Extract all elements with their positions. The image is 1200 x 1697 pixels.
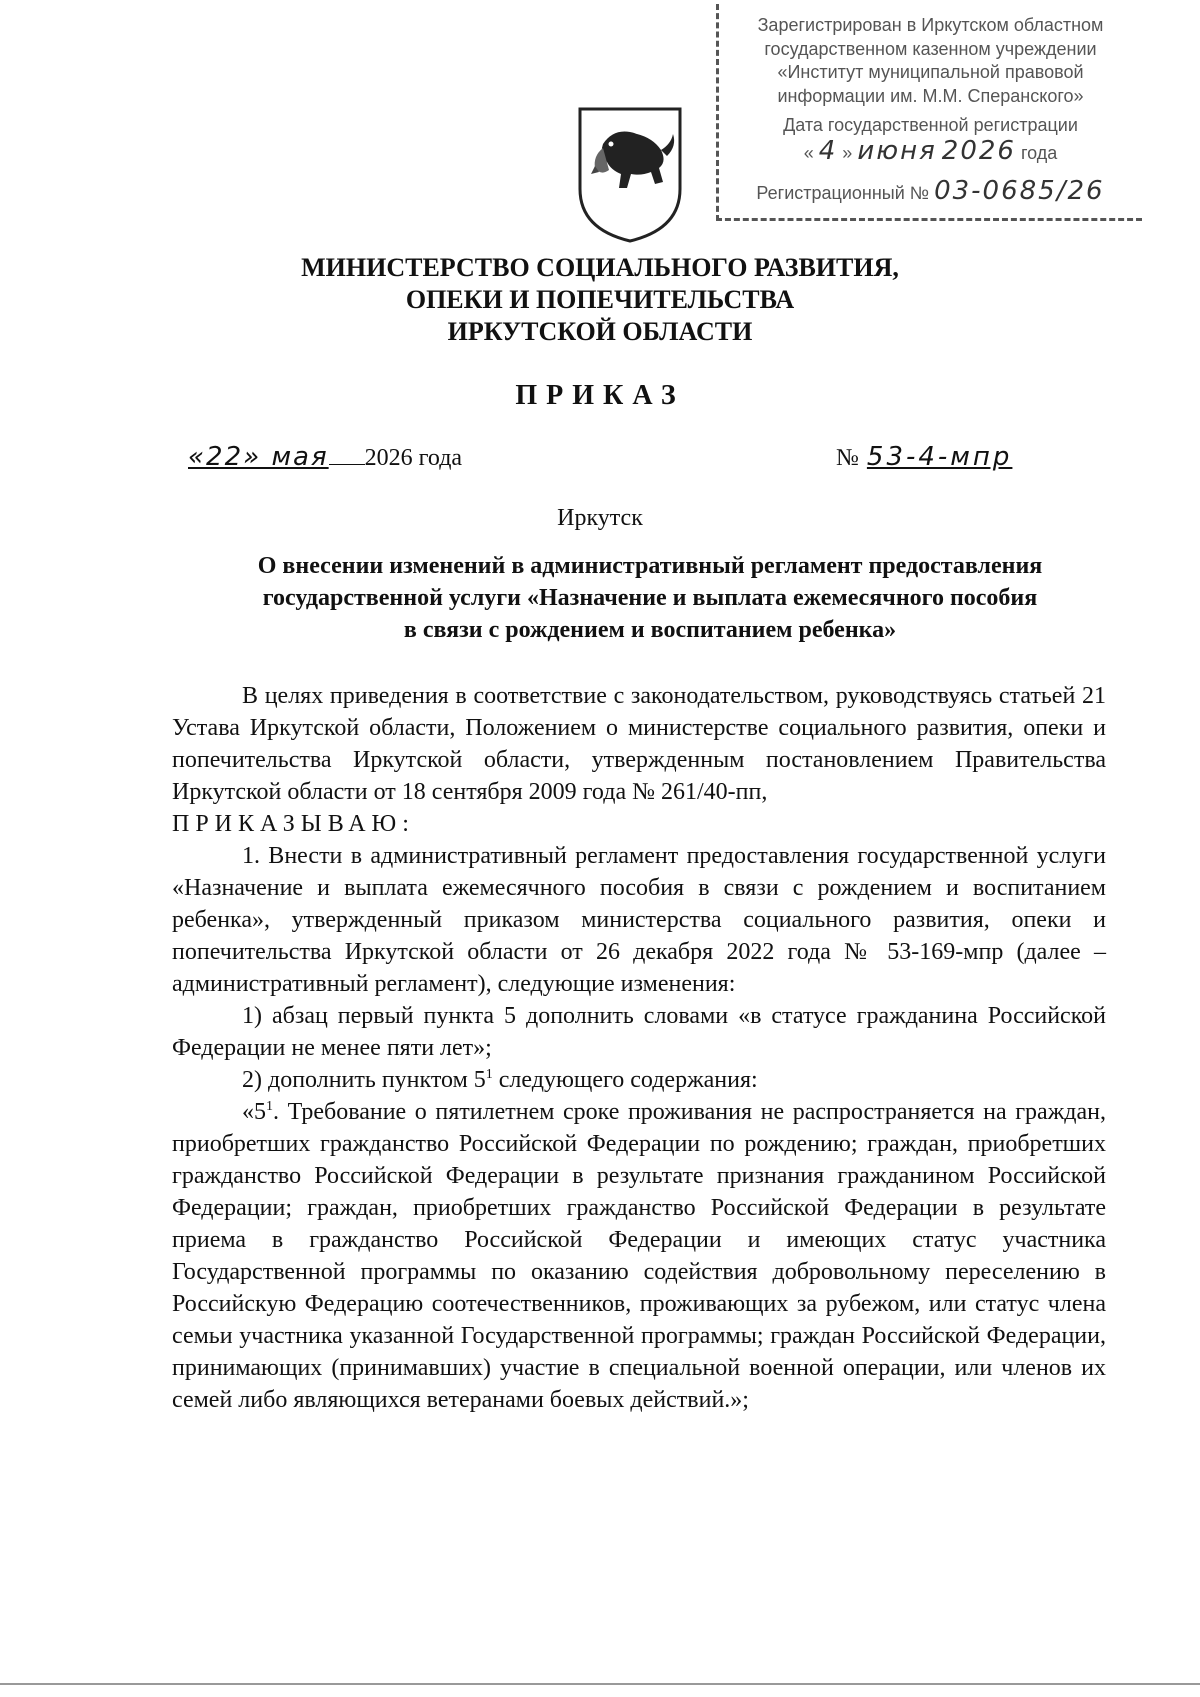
stamp-date-open: « (803, 143, 814, 163)
order-number (836, 442, 1012, 472)
document-body (172, 680, 1106, 1416)
stamp-registration-date (719, 136, 1142, 166)
ministry-line-3: ИРКУТСКОЙ ОБЛАСТИ (447, 317, 753, 346)
subject-line-2: государственной услуги «Назначение и выплата ежемесячного пособия (262, 585, 1038, 611)
coat-of-arms-emblem (575, 104, 685, 244)
subitem-2-text-pre: 2) дополнить пунктом 5 (242, 1067, 486, 1093)
ministry-line-1: МИНИСТЕРСТВО СОЦИАЛЬНОГО РАЗВИТИЯ, (301, 253, 899, 282)
ministry-line-2: ОПЕКИ И ПОПЕЧИТЕЛЬСТВА (405, 285, 795, 314)
stamp-reg-label: Регистрационный № (756, 183, 930, 203)
babr-figure-icon (591, 132, 674, 188)
preamble-paragraph: В целях приведения в соответствие с законодательством, руководствуясь статьей 21 Устава Иркутской области, Положением о министерстве социального развития, опеки и попечительства Иркутской области, утвержденным постановлением Правительства Иркутской области от 18 сентября 2009 года № 261/40-пп, (172, 683, 1106, 805)
stamp-line-1: Зарегистрирован в Иркутском областном (757, 15, 1104, 35)
subject-line-3: в связи с рождением и воспитанием ребенка» (403, 617, 897, 643)
stamp-date-suffix: года (1020, 143, 1058, 163)
page-bottom-divider (0, 1683, 1200, 1685)
order-number-label: № (836, 445, 859, 471)
subitem-2-superscript: 1 (485, 1067, 493, 1082)
stamp-line-3: «Институт муниципальной правовой (777, 62, 1084, 82)
order-number-handwritten: 53-4-мпр (866, 442, 1013, 472)
stamp-registration-number (719, 176, 1142, 206)
order-date (188, 442, 462, 472)
subitem-2-paragraph (172, 1064, 1106, 1096)
point-5-1-text-pre: «5 (242, 1099, 266, 1125)
stamp-line-5: Дата государственной регистрации (783, 115, 1078, 135)
stamp-line-2: государственном казенном учреждении (764, 38, 1097, 59)
item-1-paragraph: 1. Внести в административный регламент предоставления государственной услуги «Назначение и выплата ежемесячного пособия в связи с рождением и воспитанием ребенка», утвержденный приказом министерства социального развития, опеки и попечительства Иркутской области от 26 декабря 2022 года № 53-169-мпр (далее – административный регламент), следующие изменения: (172, 843, 1106, 997)
ministry-name (300, 252, 900, 348)
stamp-line-4: информации им. М.М. Сперанского» (777, 85, 1084, 106)
stamp-date-month: июня (857, 136, 937, 166)
stamp-reg-number: 03-0685/26 (934, 176, 1105, 206)
point-5-1-superscript: 1 (266, 1099, 273, 1114)
document-subject (170, 550, 1130, 646)
subitem-1-paragraph: 1) абзац первый пункта 5 дополнить словами «в статусе гражданина Российской Федерации не менее пяти лет»; (172, 1003, 1106, 1061)
subject-line-1: О внесении изменений в административный регламент предоставления (257, 553, 1043, 579)
order-date-year: 2026 года (364, 445, 463, 471)
city: Иркутск (557, 505, 643, 531)
order-date-handwritten: «22» мая (188, 442, 329, 472)
subitem-2-text-post: следующего содержания: (492, 1067, 758, 1093)
stamp-date-year: 2026 (941, 136, 1016, 166)
stamp-date-mid: » (842, 143, 853, 163)
stamp-date-day: 4 (818, 136, 838, 166)
orders-heading: ПРИКАЗЫВАЮ: (172, 811, 415, 837)
registration-stamp (716, 4, 1142, 221)
point-5-1-text-post: . Требование о пятилетнем сроке проживания не распространяется на граждан, приобретших гражданство Российской Федерации по рождению; граждан, приобретших гражданство Российской Федерации в результате признания гражданином Российской Федерации; граждан, приобретших гражданство Российской Федерации в результате приема в гражданство Российской Федерации и имеющих статус участника Государственной программы по оказанию содействия добровольному переселению в Российскую Федерацию соотечественников, проживающих за рубежом, или статус члена семьи участника указанной Государственной программы; граждан Российской Федерации, принимающих (принимавших) участие в специальной военной операции, или членов их семей либо являющихся ветеранами боевых действий.»; (172, 1099, 1106, 1413)
document-type: ПРИКАЗ (515, 380, 685, 411)
point-5-1-paragraph (172, 1096, 1106, 1416)
